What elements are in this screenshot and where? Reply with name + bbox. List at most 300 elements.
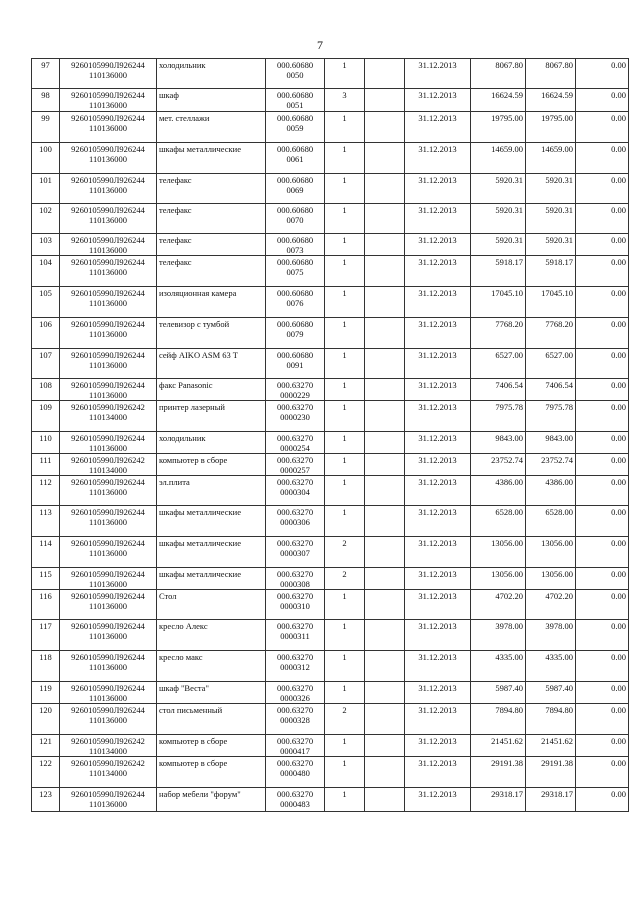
item-name-cell	[157, 379, 266, 401]
row-number: 97	[41, 60, 50, 70]
quantity-cell	[325, 651, 365, 682]
book-value-cell	[526, 59, 576, 89]
quantity: 1	[342, 455, 347, 465]
inventory-number: 0061	[286, 154, 304, 164]
inventory-number-cell	[266, 757, 325, 788]
account-code: 110136000	[89, 662, 127, 672]
amount-cell	[471, 537, 526, 568]
residual-value: 0.00	[611, 144, 626, 154]
item-name: телефакс	[159, 235, 192, 245]
amount-cell	[471, 757, 526, 788]
residual-value-cell	[576, 620, 629, 651]
item-name-cell	[157, 89, 266, 112]
row-number-cell	[32, 735, 60, 757]
row-number: 101	[39, 175, 52, 185]
page-number: 7	[317, 38, 323, 52]
amount: 9843.00	[495, 433, 523, 443]
date-cell	[405, 349, 471, 379]
date: 31.12.2013	[418, 477, 457, 487]
amount-cell	[471, 174, 526, 204]
table-row	[32, 234, 629, 256]
residual-value: 0.00	[611, 569, 626, 579]
item-name-cell	[157, 704, 266, 735]
book-value-cell	[526, 379, 576, 401]
item-name: факс Panasonic	[159, 380, 213, 390]
item-name: холодильник	[159, 433, 206, 443]
amount-cell	[471, 112, 526, 143]
inventory-number: 0050	[286, 70, 304, 80]
item-name: шкаф	[159, 90, 179, 100]
item-name: Стол	[159, 591, 177, 601]
item-name: шкафы металлические	[159, 507, 241, 517]
account-code: 9260105990Л926244	[71, 569, 145, 579]
item-name-cell	[157, 287, 266, 318]
inventory-number: 000.60680	[276, 175, 314, 185]
item-name: телефакс	[159, 205, 192, 215]
account-code-cell	[60, 506, 157, 537]
item-name-cell	[157, 59, 266, 89]
inventory-number-cell	[266, 143, 325, 174]
date-cell	[405, 287, 471, 318]
table-row	[32, 318, 629, 349]
row-number: 98	[41, 90, 50, 100]
amount: 8067.80	[495, 60, 523, 70]
inventory-number: 0000483	[280, 799, 310, 809]
date-cell	[405, 651, 471, 682]
book-value: 5920.31	[545, 175, 573, 185]
account-code: 110134000	[89, 465, 127, 475]
date-cell	[405, 401, 471, 432]
inventory-number: 0075	[286, 267, 304, 277]
inventory-number: 0000417	[280, 746, 310, 756]
residual-value-cell	[576, 89, 629, 112]
table-row	[32, 349, 629, 379]
inventory-number-cell	[266, 590, 325, 620]
residual-value: 0.00	[611, 683, 626, 693]
book-value-cell	[526, 174, 576, 204]
date-cell	[405, 204, 471, 234]
row-number-cell	[32, 379, 60, 401]
amount: 7406.54	[495, 380, 523, 390]
row-number-cell	[32, 620, 60, 651]
table-row	[32, 757, 629, 788]
amount-cell	[471, 568, 526, 590]
inventory-number-cell	[266, 287, 325, 318]
row-number-cell	[32, 204, 60, 234]
account-code-cell	[60, 204, 157, 234]
book-value-cell	[526, 568, 576, 590]
inventory-number: 0000328	[280, 715, 310, 725]
row-number-cell	[32, 112, 60, 143]
empty-cell-cell	[365, 401, 405, 432]
residual-value-cell	[576, 757, 629, 788]
date: 31.12.2013	[418, 538, 457, 548]
quantity: 1	[342, 477, 347, 487]
inventory-number: 000.63270	[276, 477, 314, 487]
amount: 13056.00	[491, 569, 523, 579]
residual-value: 0.00	[611, 507, 626, 517]
inventory-number: 0000326	[280, 693, 310, 703]
quantity: 1	[342, 736, 347, 746]
date-cell	[405, 318, 471, 349]
inventory-number: 0000308	[280, 579, 310, 589]
item-name: шкафы металлические	[159, 569, 241, 579]
date-cell	[405, 590, 471, 620]
residual-value-cell	[576, 590, 629, 620]
book-value: 7406.54	[545, 380, 573, 390]
inventory-number: 0076	[286, 298, 304, 308]
inventory-number-cell	[266, 735, 325, 757]
inventory-number: 0069	[286, 185, 304, 195]
date: 31.12.2013	[418, 205, 457, 215]
amount-cell	[471, 143, 526, 174]
date: 31.12.2013	[418, 789, 457, 799]
quantity: 1	[342, 652, 347, 662]
item-name-cell	[157, 143, 266, 174]
inventory-number: 000.60680	[276, 319, 314, 329]
account-code-cell	[60, 318, 157, 349]
residual-value-cell	[576, 682, 629, 704]
inventory-number: 000.60680	[276, 288, 314, 298]
quantity: 1	[342, 60, 347, 70]
inventory-number: 000.60680	[276, 60, 314, 70]
quantity-cell	[325, 788, 365, 812]
book-value-cell	[526, 537, 576, 568]
quantity: 1	[342, 507, 347, 517]
date-cell	[405, 379, 471, 401]
row-number-cell	[32, 682, 60, 704]
date: 31.12.2013	[418, 175, 457, 185]
residual-value-cell	[576, 506, 629, 537]
empty-cell-cell	[365, 174, 405, 204]
residual-value: 0.00	[611, 433, 626, 443]
empty-cell-cell	[365, 379, 405, 401]
book-value: 7894.80	[545, 705, 573, 715]
book-value: 17045.10	[541, 288, 573, 298]
book-value: 6528.00	[545, 507, 573, 517]
quantity: 1	[342, 591, 347, 601]
book-value: 9843.00	[545, 433, 573, 443]
quantity: 1	[342, 113, 347, 123]
row-number-cell	[32, 651, 60, 682]
amount: 7894.80	[495, 705, 523, 715]
date: 31.12.2013	[418, 257, 457, 267]
row-number: 118	[39, 652, 52, 662]
account-code: 9260105990Л926244	[71, 257, 145, 267]
inventory-number: 000.60680	[276, 90, 314, 100]
inventory-number: 0000480	[280, 768, 310, 778]
item-name: компьютер в сборе	[159, 758, 228, 768]
date: 31.12.2013	[418, 705, 457, 715]
amount-cell	[471, 59, 526, 89]
quantity: 1	[342, 235, 347, 245]
account-code: 110136000	[89, 799, 127, 809]
inventory-number: 000.63270	[276, 683, 314, 693]
quantity: 1	[342, 758, 347, 768]
row-number-cell	[32, 432, 60, 454]
quantity-cell	[325, 318, 365, 349]
residual-value: 0.00	[611, 288, 626, 298]
book-value: 16624.59	[541, 90, 573, 100]
date-cell	[405, 454, 471, 476]
quantity-cell	[325, 537, 365, 568]
empty-cell-cell	[365, 318, 405, 349]
account-code-cell	[60, 788, 157, 812]
item-name-cell	[157, 256, 266, 287]
date-cell	[405, 432, 471, 454]
amount-cell	[471, 204, 526, 234]
book-value: 5920.31	[545, 205, 573, 215]
account-code: 9260105990Л926244	[71, 113, 145, 123]
empty-cell-cell	[365, 651, 405, 682]
row-number: 106	[39, 319, 52, 329]
inventory-number: 0000254	[280, 443, 310, 453]
inventory-number-cell	[266, 234, 325, 256]
item-name: принтер лазерный	[159, 402, 225, 412]
inventory-number: 000.63270	[276, 455, 314, 465]
residual-value-cell	[576, 568, 629, 590]
empty-cell-cell	[365, 537, 405, 568]
amount: 29318.17	[491, 789, 523, 799]
amount-cell	[471, 234, 526, 256]
book-value-cell	[526, 704, 576, 735]
row-number: 119	[39, 683, 52, 693]
date: 31.12.2013	[418, 652, 457, 662]
quantity-cell	[325, 454, 365, 476]
amount: 4386.00	[495, 477, 523, 487]
item-name: кресло макс	[159, 652, 203, 662]
account-code-cell	[60, 143, 157, 174]
empty-cell-cell	[365, 454, 405, 476]
quantity-cell	[325, 735, 365, 757]
amount: 6528.00	[495, 507, 523, 517]
account-code-cell	[60, 682, 157, 704]
empty-cell-cell	[365, 204, 405, 234]
account-code-cell	[60, 287, 157, 318]
table-row	[32, 735, 629, 757]
quantity-cell	[325, 401, 365, 432]
date-cell	[405, 89, 471, 112]
residual-value: 0.00	[611, 90, 626, 100]
row-number-cell	[32, 590, 60, 620]
inventory-number: 0000310	[280, 601, 310, 611]
residual-value-cell	[576, 59, 629, 89]
book-value-cell	[526, 590, 576, 620]
item-name: эл.плита	[159, 477, 190, 487]
quantity: 1	[342, 288, 347, 298]
table-row	[32, 506, 629, 537]
item-name: кресло Алекс	[159, 621, 208, 631]
account-code: 9260105990Л926244	[71, 621, 145, 631]
amount: 5918.17	[495, 257, 523, 267]
item-name-cell	[157, 349, 266, 379]
quantity-cell	[325, 234, 365, 256]
table-row	[32, 174, 629, 204]
residual-value-cell	[576, 432, 629, 454]
quantity-cell	[325, 476, 365, 506]
account-code-cell	[60, 401, 157, 432]
amount: 23752.74	[491, 455, 523, 465]
item-name: шкаф "Веста"	[159, 683, 209, 693]
inventory-number: 000.60680	[276, 235, 314, 245]
account-code: 110136000	[89, 487, 127, 497]
item-name-cell	[157, 318, 266, 349]
book-value: 8067.80	[545, 60, 573, 70]
residual-value-cell	[576, 651, 629, 682]
amount-cell	[471, 432, 526, 454]
item-name: сейф AIKO ASM 63 T	[159, 350, 238, 360]
inventory-table	[31, 58, 629, 812]
amount-cell	[471, 89, 526, 112]
book-value: 29318.17	[541, 789, 573, 799]
account-code: 110134000	[89, 768, 127, 778]
date-cell	[405, 568, 471, 590]
book-value: 7975.78	[545, 402, 573, 412]
row-number: 100	[39, 144, 52, 154]
inventory-number: 000.63270	[276, 758, 314, 768]
account-code: 9260105990Л926244	[71, 683, 145, 693]
item-name-cell	[157, 620, 266, 651]
inventory-number: 0000257	[280, 465, 310, 475]
inventory-number: 000.63270	[276, 591, 314, 601]
account-code-cell	[60, 735, 157, 757]
row-number: 122	[39, 758, 52, 768]
row-number-cell	[32, 174, 60, 204]
empty-cell-cell	[365, 788, 405, 812]
row-number: 120	[39, 705, 52, 715]
item-name-cell	[157, 682, 266, 704]
amount-cell	[471, 379, 526, 401]
row-number: 116	[39, 591, 52, 601]
quantity: 1	[342, 319, 347, 329]
item-name: набор мебели "форум"	[159, 789, 241, 799]
account-code-cell	[60, 620, 157, 651]
date: 31.12.2013	[418, 683, 457, 693]
table-row	[32, 143, 629, 174]
account-code: 110136000	[89, 715, 127, 725]
empty-cell-cell	[365, 476, 405, 506]
inventory-number: 000.60680	[276, 257, 314, 267]
account-code: 110136000	[89, 185, 127, 195]
empty-cell-cell	[365, 287, 405, 318]
inventory-number-cell	[266, 568, 325, 590]
item-name: компьютер в сборе	[159, 736, 228, 746]
date-cell	[405, 735, 471, 757]
inventory-number-cell	[266, 537, 325, 568]
inventory-number: 0000230	[280, 412, 310, 422]
amount: 5987.40	[495, 683, 523, 693]
account-code: 110136000	[89, 267, 127, 277]
account-code: 9260105990Л926244	[71, 288, 145, 298]
row-number-cell	[32, 256, 60, 287]
book-value: 29191.38	[541, 758, 573, 768]
book-value: 23752.74	[541, 455, 573, 465]
account-code: 110136000	[89, 123, 127, 133]
account-code: 110136000	[89, 517, 127, 527]
date-cell	[405, 757, 471, 788]
book-value-cell	[526, 620, 576, 651]
date-cell	[405, 537, 471, 568]
amount: 19795.00	[491, 113, 523, 123]
quantity: 1	[342, 683, 347, 693]
date: 31.12.2013	[418, 433, 457, 443]
amount-cell	[471, 651, 526, 682]
residual-value-cell	[576, 234, 629, 256]
row-number-cell	[32, 318, 60, 349]
item-name: мет. стеллажи	[159, 113, 210, 123]
book-value-cell	[526, 234, 576, 256]
book-value: 5920.31	[545, 235, 573, 245]
residual-value-cell	[576, 704, 629, 735]
account-code: 9260105990Л926244	[71, 380, 145, 390]
inventory-number: 000.63270	[276, 736, 314, 746]
book-value-cell	[526, 651, 576, 682]
amount: 7768.20	[495, 319, 523, 329]
residual-value: 0.00	[611, 402, 626, 412]
account-code: 110136000	[89, 245, 127, 255]
quantity: 1	[342, 175, 347, 185]
residual-value-cell	[576, 256, 629, 287]
item-name-cell	[157, 401, 266, 432]
account-code-cell	[60, 234, 157, 256]
amount: 4702.20	[495, 591, 523, 601]
amount: 16624.59	[491, 90, 523, 100]
account-code: 9260105990Л926242	[71, 736, 145, 746]
inventory-number: 000.63270	[276, 507, 314, 517]
inventory-number-cell	[266, 59, 325, 89]
residual-value-cell	[576, 174, 629, 204]
account-code-cell	[60, 651, 157, 682]
row-number-cell	[32, 234, 60, 256]
empty-cell-cell	[365, 704, 405, 735]
quantity-cell	[325, 287, 365, 318]
quantity-cell	[325, 379, 365, 401]
residual-value-cell	[576, 537, 629, 568]
quantity: 1	[342, 789, 347, 799]
table-row	[32, 401, 629, 432]
amount: 29191.38	[491, 758, 523, 768]
quantity: 2	[342, 538, 347, 548]
account-code: 9260105990Л926244	[71, 319, 145, 329]
empty-cell-cell	[365, 735, 405, 757]
empty-cell-cell	[365, 506, 405, 537]
account-code: 9260105990Л926244	[71, 789, 145, 799]
inventory-number: 0091	[286, 360, 304, 370]
inventory-number-cell	[266, 401, 325, 432]
date: 31.12.2013	[418, 380, 457, 390]
amount: 5920.31	[495, 175, 523, 185]
account-code-cell	[60, 349, 157, 379]
account-code: 9260105990Л926244	[71, 507, 145, 517]
inventory-number-cell	[266, 682, 325, 704]
row-number: 115	[39, 569, 52, 579]
row-number-cell	[32, 143, 60, 174]
book-value-cell	[526, 476, 576, 506]
item-name: шкафы металлические	[159, 144, 241, 154]
inventory-number: 0051	[286, 100, 304, 110]
account-code-cell	[60, 59, 157, 89]
account-code: 9260105990Л926242	[71, 758, 145, 768]
residual-value-cell	[576, 454, 629, 476]
inventory-number-cell	[266, 204, 325, 234]
row-number: 123	[39, 789, 52, 799]
book-value-cell	[526, 432, 576, 454]
table-row	[32, 590, 629, 620]
row-number-cell	[32, 476, 60, 506]
account-code-cell	[60, 454, 157, 476]
row-number-cell	[32, 401, 60, 432]
inventory-number: 0070	[286, 215, 304, 225]
